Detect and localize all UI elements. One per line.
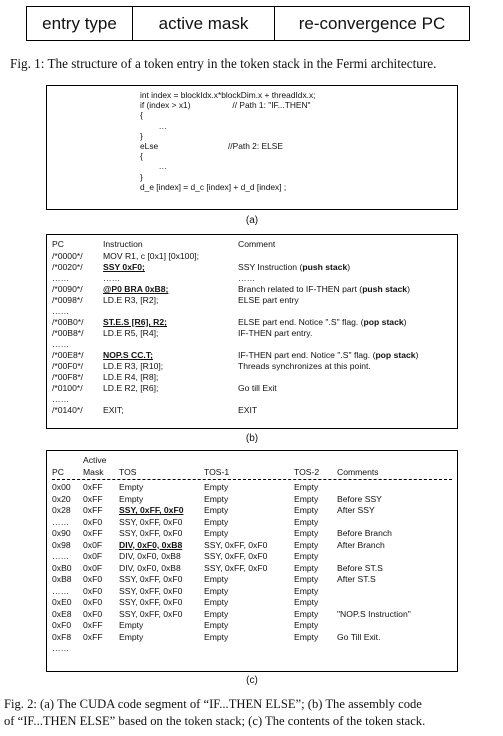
stack-cell-pc: …… xyxy=(52,643,70,653)
stack-cell-tos: SSY, 0xFF, 0xF0 xyxy=(119,585,183,596)
stack-table-box xyxy=(46,450,458,672)
assembly-comment: SSY Instruction (push stack) xyxy=(238,262,351,272)
stack-row xyxy=(52,620,452,631)
panel-b-label: (b) xyxy=(245,433,259,444)
stack-cell-pc: 0x20 xyxy=(52,493,71,504)
code-line: { xyxy=(140,151,143,162)
stack-cell-tos: DIV, 0xF0, 0xB8 xyxy=(119,551,181,561)
assembly-comment: EXIT xyxy=(238,405,258,415)
assembly-comment: IF-THEN part entry. xyxy=(238,328,313,338)
stack-cell-pc: 0xF8 xyxy=(52,631,72,642)
stack-row xyxy=(52,597,452,608)
assembly-row xyxy=(52,295,456,306)
stack-cell-tos: SSY, 0xFF, 0xF0 xyxy=(119,505,184,515)
assembly-pc: …… xyxy=(52,306,70,316)
code-line: … xyxy=(140,161,167,172)
assembly-instruction: LD.E R2, [R6]; xyxy=(103,383,159,393)
cuda-code xyxy=(140,90,316,192)
stack-cell-tos: Empty xyxy=(119,631,144,642)
stack-cell-mask: 0x0F xyxy=(83,562,103,573)
code-line: … xyxy=(140,120,167,131)
stack-cell-pc: 0x98 xyxy=(52,539,71,550)
stack-cell-tos: SSY, 0xFF, 0xF0 xyxy=(119,574,183,584)
assembly-instruction: MOV R1, c [0x1] [0x100]; xyxy=(103,251,200,261)
stack-cell-tos2: Empty xyxy=(294,597,319,607)
assembly-header xyxy=(52,239,452,251)
assembly-pc: /*0140*/ xyxy=(52,405,83,415)
stack-cell-c: After ST.S xyxy=(337,574,376,584)
stack-cell-tos2: Empty xyxy=(294,528,319,538)
stack-cell-mask: 0x0F xyxy=(83,539,103,550)
stack-cell-pc: …… xyxy=(52,585,70,596)
stack-cell-tos1: Empty xyxy=(204,482,229,492)
stack-cell-c: After SSY xyxy=(337,505,375,515)
stack-cell-tos2: Empty xyxy=(294,493,319,504)
stack-cell-tos1: Empty xyxy=(204,585,229,596)
assembly-pc: /*00B0*/ xyxy=(52,317,84,327)
entry-type-cell: entry type xyxy=(27,7,133,40)
stack-cell-tos1: SSY, 0xFF, 0xF0 xyxy=(204,539,268,550)
stack-cell-tos2: Empty xyxy=(294,516,319,527)
stack-cell-mask: 0xFF xyxy=(83,482,103,492)
assembly-comment: Branch related to IF-THEN part (push stack) xyxy=(238,284,410,294)
assembly-row xyxy=(52,328,456,339)
assembly-pc: …… xyxy=(52,339,70,349)
stack-cell-mask: 0xF0 xyxy=(83,574,103,584)
assembly-comment: ELSE part end. Notice ".S" flag. (pop stack) xyxy=(238,317,407,327)
stack-cell-pc: …… xyxy=(52,551,70,561)
stack-cell-mask: 0xFF xyxy=(83,528,103,538)
assembly-instruction: LD.E R3, [R2]; xyxy=(103,295,159,305)
stack-table-header xyxy=(52,455,452,479)
stack-cell-c: Before Branch xyxy=(337,528,392,538)
stack-cell-tos: SSY, 0xFF, 0xF0 xyxy=(119,516,183,527)
assembly-row xyxy=(52,262,456,273)
stack-cell-tos1: Empty xyxy=(204,620,229,630)
assembly-comment: IF-THEN part end. Notice ".S" flag. (pop stack) xyxy=(238,350,419,360)
code-line: if (index > x1) // Path 1: "IF...THEN" xyxy=(140,100,311,111)
stack-cell-pc: 0x90 xyxy=(52,528,71,538)
fig2-caption-line1: Fig. 2: (a) The CUDA code segment of “IF...THEN ELSE”; (b) The assembly code xyxy=(4,697,422,711)
stack-row xyxy=(52,632,452,643)
reconvergence-pc-cell: re-convergence PC xyxy=(298,13,446,33)
assembly-row xyxy=(52,273,456,284)
stack-cell-mask: 0xFF xyxy=(83,505,103,515)
stack-cell-pc: 0xF0 xyxy=(52,620,72,630)
stack-cell-tos1: Empty xyxy=(204,597,229,607)
stack-row xyxy=(52,643,452,654)
assembly-pc: /*00F8*/ xyxy=(52,372,84,382)
assembly-instruction: SSY 0xF0; xyxy=(103,262,145,272)
stack-row xyxy=(52,563,452,574)
stack-rows xyxy=(52,482,452,668)
assembly-comment: Go till Exit xyxy=(238,383,277,393)
assembly-row xyxy=(52,372,456,383)
assembly-pc: /*0098*/ xyxy=(52,295,83,305)
stack-cell-mask: 0xFF xyxy=(83,631,103,642)
assembly-instruction: @P0 BRA 0xB8; xyxy=(103,284,169,294)
assembly-row xyxy=(52,306,456,317)
stack-cell-tos: SSY, 0xFF, 0xF0 xyxy=(119,608,183,619)
stack-cell-pc: 0x28 xyxy=(52,505,71,515)
stack-cell-c: Go Till Exit. xyxy=(337,631,381,642)
stack-cell-tos2: Empty xyxy=(294,562,319,573)
assembly-row xyxy=(52,317,456,328)
stack-cell-c: "NOP.S Instruction" xyxy=(337,608,411,619)
stack-cell-mask: 0xFF xyxy=(83,493,103,504)
stack-cell-tos: SSY, 0xFF, 0xF0 xyxy=(119,597,183,607)
cuda-code-box xyxy=(46,85,458,210)
code-line: int index = blockIdx.x*blockDim.x + threadIdx.x; xyxy=(140,90,316,100)
stack-cell-pc: 0xB0 xyxy=(52,562,72,573)
stack-cell-tos2: Empty xyxy=(294,505,319,515)
assembly-instruction: LD.E R3, [R10]; xyxy=(103,361,164,371)
stack-row xyxy=(52,586,452,597)
assembly-instruction: LD.E R4, [R8]; xyxy=(103,372,159,382)
fig1-caption: Fig. 1: The structure of a token entry in the token stack in the Fermi architecture. xyxy=(10,56,437,71)
stack-row xyxy=(52,517,452,528)
code-line: } xyxy=(140,171,143,182)
stack-cell-tos2: Empty xyxy=(294,539,319,550)
stack-cell-pc: 0xE8 xyxy=(52,608,72,619)
fig2-caption-line2: of “IF...THEN ELSE” based on the token stack; (c) The contents of the token stack. xyxy=(4,714,426,728)
code-line: d_e [index] = d_c [index] + d_d [index] ; xyxy=(140,181,287,192)
stack-row xyxy=(52,551,452,562)
assembly-instruction: LD.E R5, [R4]; xyxy=(103,328,159,338)
assembly-pc: /*0020*/ xyxy=(52,262,83,272)
stack-cell-tos1: SSY, 0xFF, 0xF0 xyxy=(204,562,268,573)
stack-cell-mask: 0xF0 xyxy=(83,597,103,607)
assembly-pc: /*0100*/ xyxy=(52,383,83,393)
stack-cell-tos: DIV, 0xF0, 0xB8 xyxy=(119,562,181,573)
stack-cell-pc: 0xE0 xyxy=(52,597,72,607)
stack-cell-pc: 0x00 xyxy=(52,482,71,492)
assembly-instruction: …… xyxy=(103,273,121,283)
stack-cell-tos1: Empty xyxy=(204,528,229,538)
assembly-row xyxy=(52,284,456,295)
stack-cell-tos2: Empty xyxy=(294,631,319,642)
stack-cell-tos1: Empty xyxy=(204,631,229,642)
stack-cell-c: Before SSY xyxy=(337,493,382,504)
stack-cell-pc: …… xyxy=(52,516,70,527)
stack-cell-tos1: Empty xyxy=(204,516,229,527)
code-line: } xyxy=(140,130,143,141)
stack-cell-c: After Branch xyxy=(337,539,385,550)
stack-cell-tos2: Empty xyxy=(294,482,319,492)
code-line: eLse //Path 2: ELSE xyxy=(140,141,283,152)
stack-row xyxy=(52,609,452,620)
assembly-pc: /*0000*/ xyxy=(52,251,83,261)
stack-cell-tos: Empty xyxy=(119,493,144,504)
stack-cell-tos2: Empty xyxy=(294,620,319,630)
stack-cell-mask: 0xF0 xyxy=(83,516,103,527)
stack-cell-tos: Empty xyxy=(119,620,144,630)
stack-cell-tos1: Empty xyxy=(204,574,229,584)
assembly-comment: Threads synchronizes at this point. xyxy=(238,361,371,371)
header-instruction: Instruction xyxy=(103,239,143,249)
token-entry-structure xyxy=(26,6,470,41)
header-tos2: TOS-2 xyxy=(294,467,320,477)
header-active: Active xyxy=(83,455,107,465)
header-tos1: TOS-1 xyxy=(204,467,230,477)
assembly-row xyxy=(52,394,456,405)
stack-cell-mask: 0xF0 xyxy=(83,608,103,619)
stack-cell-tos: Empty xyxy=(119,482,144,492)
assembly-pc: /*00F0*/ xyxy=(52,361,84,371)
assembly-pc: …… xyxy=(52,273,70,283)
assembly-row xyxy=(52,361,456,372)
stack-cell-tos1: Empty xyxy=(204,505,229,515)
assembly-pc: /*00E8*/ xyxy=(52,350,84,360)
stack-cell-tos2: Empty xyxy=(294,574,319,584)
header-pc: PC xyxy=(52,239,64,249)
assembly-row xyxy=(52,339,456,350)
stack-cell-mask: 0xF0 xyxy=(83,585,103,596)
assembly-instruction: ST.E.S [R6], R2; xyxy=(103,317,167,327)
stack-row xyxy=(52,540,452,551)
assembly-pc: /*0090*/ xyxy=(52,284,83,294)
stack-row xyxy=(52,574,452,585)
assembly-rows xyxy=(52,251,456,427)
header-pc: PC xyxy=(52,467,64,477)
assembly-row xyxy=(52,251,456,262)
active-mask-cell: active mask xyxy=(133,7,275,40)
assembly-row xyxy=(52,383,456,394)
stack-cell-tos1: SSY, 0xFF, 0xF0 xyxy=(204,551,268,561)
panel-a-label: (a) xyxy=(245,215,259,226)
assembly-comment: …… xyxy=(238,273,256,283)
assembly-row xyxy=(52,350,456,361)
header-comments: Comments xyxy=(337,467,379,477)
header-mask: Mask xyxy=(83,467,104,477)
stack-cell-mask: 0xFF xyxy=(83,620,103,630)
header-divider xyxy=(52,479,452,480)
stack-cell-tos: SSY, 0xFF, 0xF0 xyxy=(119,528,183,538)
stack-cell-tos2: Empty xyxy=(294,608,319,619)
stack-row xyxy=(52,528,452,539)
assembly-row xyxy=(52,405,456,416)
assembly-pc: …… xyxy=(52,394,70,404)
stack-cell-tos1: Empty xyxy=(204,493,229,504)
assembly-box xyxy=(46,234,458,429)
stack-cell-c: Before ST.S xyxy=(337,562,383,573)
stack-cell-tos1: Empty xyxy=(204,608,229,619)
stack-cell-tos2: Empty xyxy=(294,551,319,561)
stack-row xyxy=(52,482,452,493)
stack-cell-tos: DIV, 0xF0, 0xB8 xyxy=(119,539,183,550)
stack-cell-mask: 0x0F xyxy=(83,551,103,561)
assembly-instruction: NOP.S CC.T; xyxy=(103,350,153,360)
code-line: { xyxy=(140,110,143,121)
assembly-instruction: EXIT; xyxy=(103,405,124,415)
header-tos: TOS xyxy=(119,467,137,477)
stack-row xyxy=(52,505,452,516)
panel-c-label: (c) xyxy=(246,675,258,686)
header-comment: Comment xyxy=(238,239,276,249)
stack-cell-tos2: Empty xyxy=(294,585,319,596)
assembly-pc: /*00B8*/ xyxy=(52,328,84,338)
stack-cell-pc: 0xB8 xyxy=(52,574,72,584)
stack-row xyxy=(52,494,452,505)
assembly-comment: ELSE part entry xyxy=(238,295,299,305)
